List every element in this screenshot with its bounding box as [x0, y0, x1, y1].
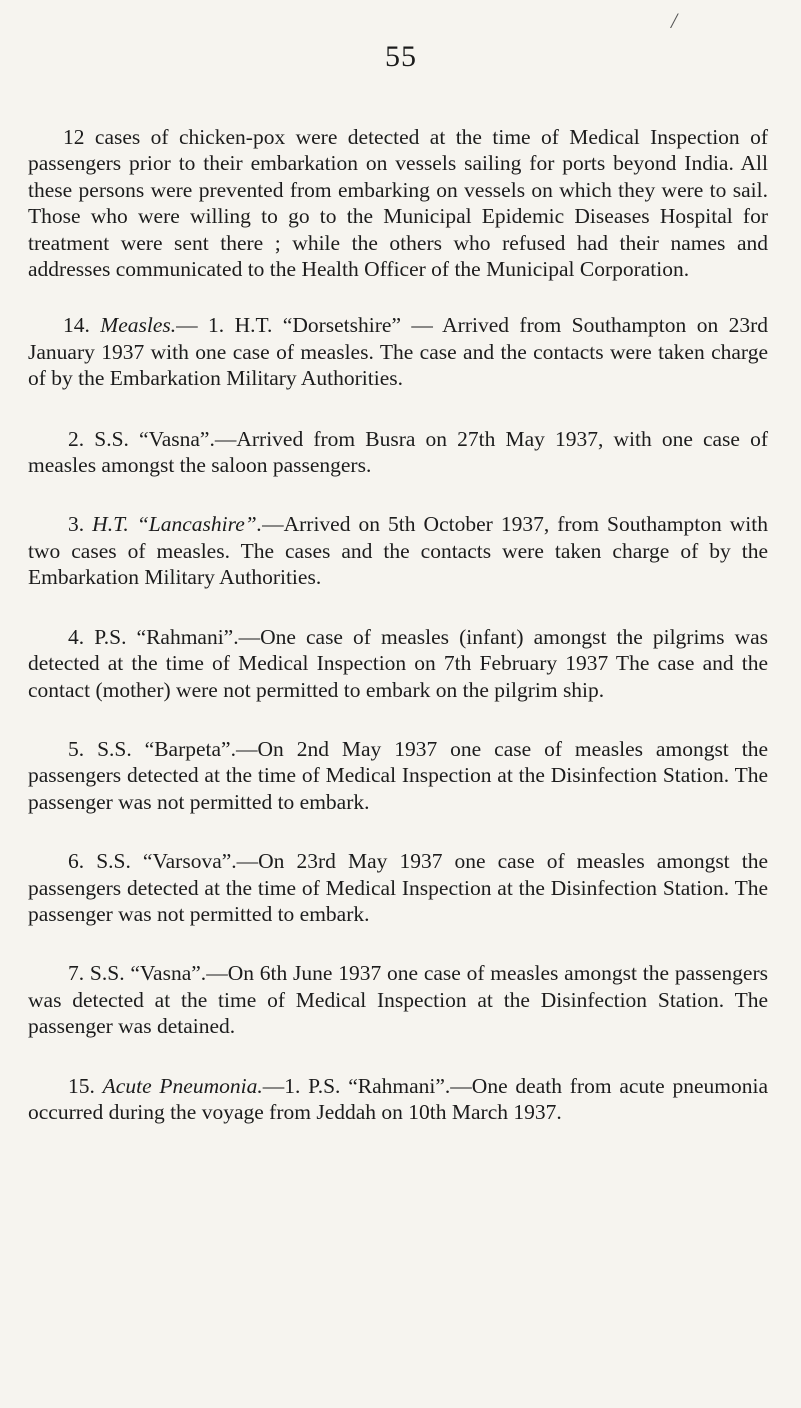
- section-number: 15.: [68, 1073, 95, 1098]
- measles-entry: [28, 960, 768, 1039]
- measles-entry: [28, 511, 768, 590]
- measles-entry: [28, 624, 768, 703]
- stray-mark: /: [671, 8, 678, 33]
- vessel-name: P.S. “Rahmani”.: [94, 624, 239, 649]
- vessel-name: S.S. “Vasna”.: [89, 961, 207, 986]
- chicken-pox-paragraph: 12 cases of chicken-pox were detected at the time of Medical Inspection of passengers prior to their embarkation on vessels sailing for ports beyond India. All these persons were prevented from embarking on vessels on which they were to sail. Those who were willing to go to the Municipal Epidemic Diseases Hospital for treatment were sent there ; while the others who refused had their names and addresses communicated to the Health Officer of the Municipal Corporation.: [28, 125, 768, 282]
- section-heading: Acute Pneumonia.: [102, 1073, 263, 1098]
- entry-number: 3.: [68, 512, 85, 537]
- measles-entry: [28, 848, 768, 927]
- entry-number: 5.: [68, 736, 85, 761]
- pneumonia-section: [28, 1073, 768, 1126]
- pneumonia-entry-text: —1. P.S. “Rahmani”.—One death from acute pneumonia occurred during the voyage from Jeddah on 10th March 1937.: [28, 1073, 769, 1124]
- section-number: 14.: [63, 313, 90, 338]
- entry-number: 4.: [68, 624, 85, 649]
- vessel-name: S.S. “Varsova”.: [96, 849, 237, 874]
- entry-text: —One case of measles (infant) amongst the pilgrims was detected at the time of Medical Inspection on 7th February 1937 The case and the contact (mother) were not permitted to embark on the pilgrim ship.: [28, 624, 769, 702]
- measles-entry: [28, 426, 768, 479]
- measles-entry-1-text: — 1. H.T. “Dorsetshire” — Arrived from Southampton on 23rd January 1937 with one case of measles. The case and the contacts were taken charge of by the Embarkation Military Authorities.: [28, 313, 769, 391]
- measles-entry: [28, 736, 768, 815]
- section-heading: Measles.: [100, 313, 177, 338]
- body-text: [28, 124, 768, 1158]
- entry-text: —Arrived from Busra on 27th May 1937, with one case of measles amongst the saloon passengers.: [28, 426, 768, 478]
- entry-text: —On 6th June 1937 one case of measles amongst the passengers was detected at the time of Medical Inspection at the Disinfection Station. The passenger was detained.: [28, 961, 768, 1039]
- entry-text: —On 2nd May 1937 one case of measles amongst the passengers detected at the time of Medical Inspection at the Disinfection Station. The passenger was not permitted to embark.: [28, 736, 768, 814]
- entry-text: —On 23rd May 1937 one case of measles amongst the passengers detected at the time of Medical Inspection at the Disinfection Station. The passenger was not permitted to embark.: [28, 849, 768, 926]
- entry-text: —Arrived on 5th October 1937, from Southampton with two cases of measles. The cases and the contacts were taken charge of by the Embarkation Military Authorities.: [28, 512, 768, 590]
- measles-section: [28, 312, 768, 391]
- vessel-name: S.S. “Vasna”.: [94, 426, 215, 451]
- vessel-name: H.T. “Lancashire”.: [92, 512, 263, 537]
- entry-number: 2.: [68, 426, 85, 451]
- entry-number: 7.: [68, 961, 85, 986]
- page-number: 55: [385, 40, 417, 73]
- entry-number: 6.: [68, 849, 85, 874]
- vessel-name: S.S. “Barpeta”.: [97, 736, 236, 761]
